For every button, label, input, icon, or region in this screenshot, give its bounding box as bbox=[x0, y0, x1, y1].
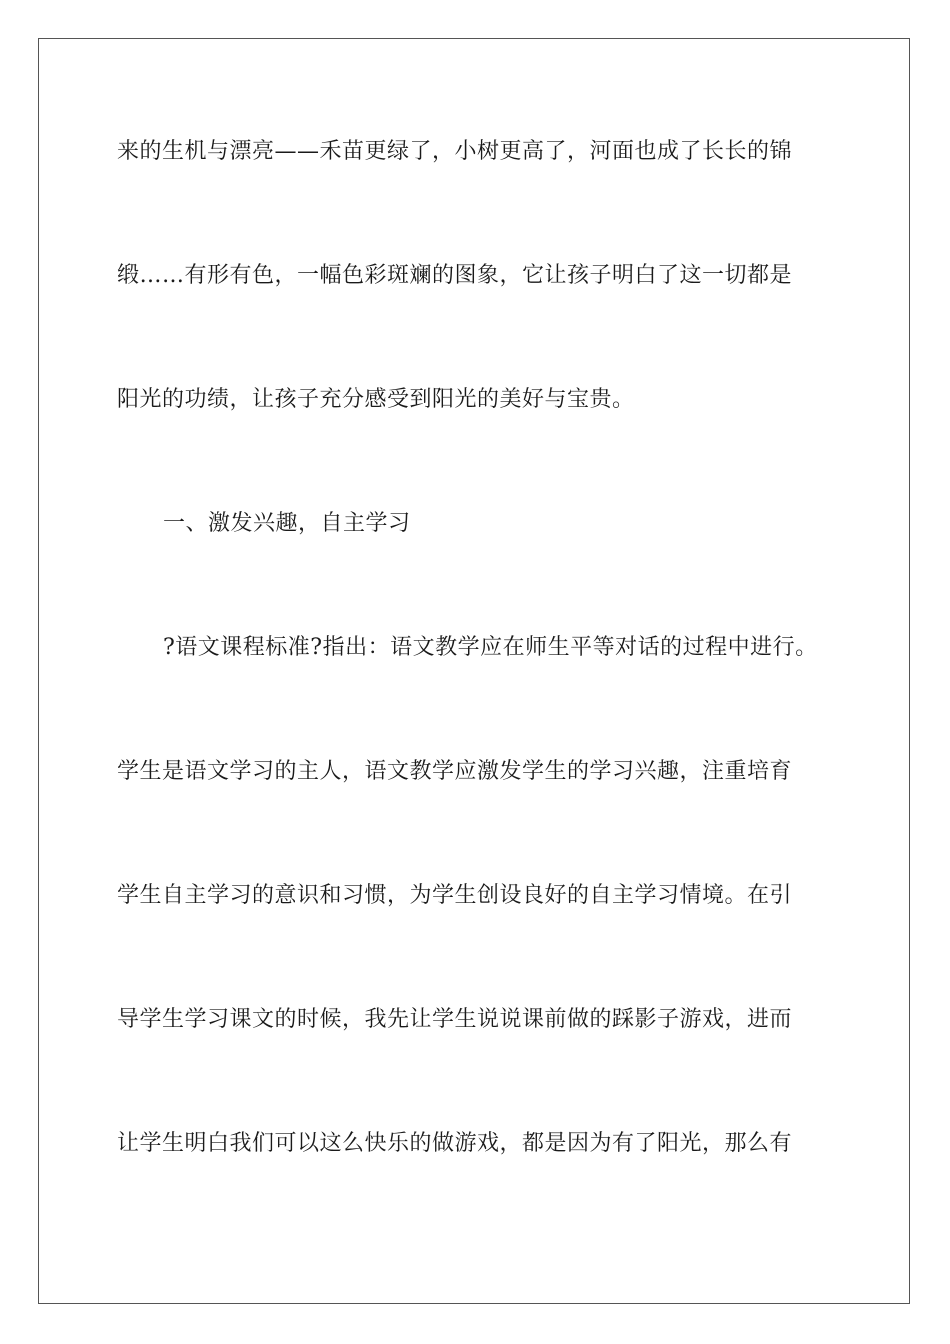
body-text-line: 来的生机与漂亮——禾苗更绿了，小树更高了，河面也成了长长的锦 bbox=[117, 139, 793, 164]
body-text-line: 导学生学习课文的时候，我先让学生说说课前做的踩影子游戏，进而 bbox=[117, 1007, 793, 1032]
body-text-line: 缎……有形有色，一幅色彩斑斓的图象，它让孩子明白了这一切都是 bbox=[117, 263, 793, 288]
body-text-line: 阳光的功绩，让孩子充分感受到阳光的美好与宝贵。 bbox=[117, 387, 635, 412]
body-text-line: 让学生明白我们可以这么快乐的做游戏，都是因为有了阳光，那么有 bbox=[117, 1131, 793, 1156]
page-border bbox=[38, 38, 910, 1304]
body-text-line: ?语文课程标准?指出：语文教学应在师生平等对话的过程中进行。 bbox=[163, 635, 818, 660]
body-text-line: 学生是语文学习的主人，语文教学应激发学生的学习兴趣，注重培育 bbox=[117, 759, 793, 784]
section-heading: 一、激发兴趣，自主学习 bbox=[163, 511, 411, 536]
body-text-line: 学生自主学习的意识和习惯，为学生创设良好的自主学习情境。在引 bbox=[117, 883, 793, 908]
